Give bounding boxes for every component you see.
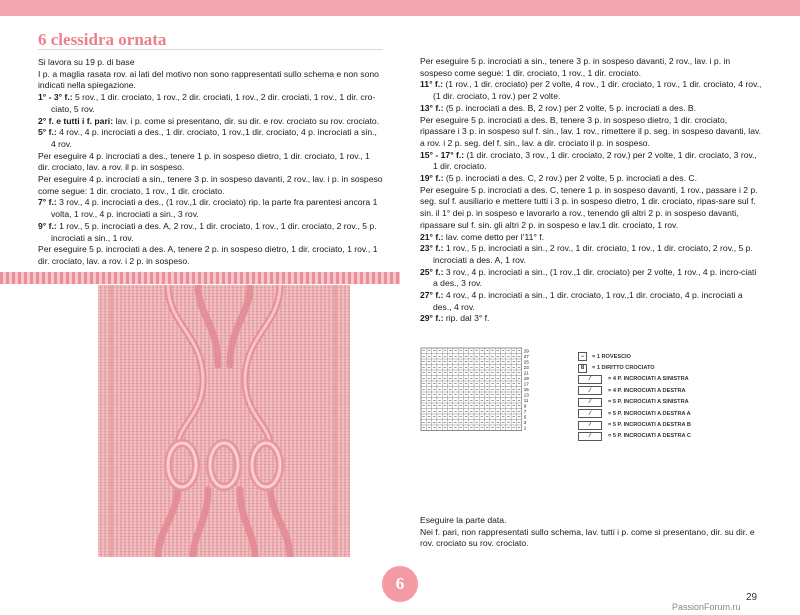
row-instruction (38, 116, 383, 128)
cable-5-right-b-symbol-icon: ⁄ (578, 421, 602, 430)
legend-item (578, 397, 768, 408)
row-label: 25° f.: (420, 266, 444, 277)
legend-item (578, 419, 768, 430)
chart-legend (578, 351, 768, 442)
photo-fringe (0, 272, 400, 284)
paragraph: Per eseguire 5 p. incrociati a sin., tenere 3 p. in sospeso davanti, 2 rov., lav. i p. in sospeso come segue: 1 dir. crociato, 1 rov., 1 dir. crociato. (420, 56, 731, 78)
row-number-label: 19 (523, 376, 529, 382)
row-number-label: 5 (523, 414, 527, 420)
row-instruction (420, 173, 762, 185)
right-column-text (420, 56, 762, 325)
section-badge: 6 (382, 566, 418, 602)
paragraph: Eseguire la parte data. (420, 515, 507, 525)
row-instruction (420, 267, 762, 290)
row-instruction (420, 290, 762, 313)
finishing-notes (420, 515, 762, 550)
row-number-label: 3 (523, 420, 527, 426)
purl-symbol-icon: − (578, 352, 587, 361)
row-label: 27° f.: (420, 290, 444, 301)
left-column-text (38, 57, 383, 268)
row-text: 3 rov., 4 p. incrociati a sin., (1 rov.,1 dir. crociato) per 2 volte, 1 rov., 4 p. incro-ciati a des., 3 rov. (433, 266, 757, 289)
legend-label: = 5 P. INCROCIATI A DESTRA C (608, 433, 691, 440)
legend-label: = 5 P. INCROCIATI A DESTRA A (608, 410, 691, 417)
page-number: 29 (746, 592, 758, 603)
row-text: 3 rov., 4 p. incrociati a des., (1 rov.,1 dir. crociato) rip. la parte fra parentesi ancora 1 volta, 1 rov., 4 p. incrociati a sin., 3 rov. (51, 197, 378, 220)
row-number-label: 23 (523, 365, 529, 371)
watermark: PassionForum.ru (672, 602, 741, 612)
row-number-label: 11 (523, 398, 529, 404)
row-instruction (38, 127, 383, 150)
row-instruction (420, 243, 762, 266)
row-text: 4 rov., 4 p. incrociati a sin., 1 dir. crociato, 1 rov.,1 dir. crociato, 4 p. incrociati a des., 4 rov. (433, 290, 743, 312)
row-number-label: 7 (523, 409, 527, 415)
row-label: 23° f.: (420, 243, 444, 254)
knit-swatch-photo (98, 285, 350, 557)
paragraph: I p. a maglia rasata rov. ai lati del motivo non sono rappresentati sullo schema e non sono indicati nella spiegazione. (38, 68, 379, 91)
paragraph: Per eseguire 5 p. incrociati a des. A, tenere 2 p. in sospeso dietro, 1 dir. crociato, 1 rov., 1 dir. crociato, lav. a rov. i 2 p. in sospeso. (38, 244, 378, 266)
legend-item (578, 385, 768, 396)
row-text: lav. i p. come si presentano, dir. su dir. e rov. crociato su rov. crociato. (113, 115, 380, 126)
knitting-chart-grid (420, 347, 540, 431)
row-text: rip. dal 3° f. (443, 313, 490, 324)
row-number-label: 1 (523, 425, 527, 431)
row-number-label: 17 (523, 381, 529, 387)
row-label: 2° f. e tutti i f. pari: (38, 115, 114, 126)
legend-label: = 1 ROVESCIO (592, 353, 632, 360)
row-text: (5 p. incrociati a des. B, 2 rov.) per 2 volte, 5 p. incrociati a des. B. (443, 102, 697, 113)
row-label: 21° f.: (420, 231, 444, 242)
paragraph: Per eseguire 5 p. incrociati a des. C, tenere 1 p. in sospeso davanti, 1 rov., passare i 2 p. seg. sul f. ausiliario e mettere tutti i 3 p. in sospeso dietro, 1 dir. crociato, ripas-sare sul f. sin. il 1° dei p. in sospeso e lavorarlo a rov., tenendo gli altri 2 p. in sospeso davanti, ripassare sul f. sin. gli altri 2 p. in sospeso e lav.1 dir. crociato, 1 rov. (420, 184, 758, 230)
legend-label: = 5 P. INCROCIATI A DESTRA B (608, 422, 691, 429)
row-text: 1 rov., 5 p. incrociati a des. A, 2 rov., 1 dir. crociato, 1 rov., 1 dir. crociato, 2 rov., 5 p. incrociati a sin., 1 rov. (51, 220, 377, 243)
page-title: 6 clessidra ornata (38, 30, 167, 49)
row-text: 4 rov., 4 p. incrociati a des., 1 dir. crociato, 1 rov.,1 dir. crociato, 4 p. incrociati a sin., 4 rov. (51, 127, 377, 149)
legend-label: = 1 DIRITTO CROCIATO (592, 365, 655, 372)
row-number-label: 29 (523, 348, 529, 354)
legend-label: = 5 P. INCROCIATI A SINISTRA (608, 399, 689, 406)
row-number-label: 27 (523, 354, 529, 360)
row-label: 9° f.: (38, 220, 57, 231)
cable-5-left-symbol-icon: ⁄ (578, 398, 602, 407)
twisted-knit-symbol-icon: 8 (578, 364, 587, 373)
top-pink-band (0, 0, 800, 16)
row-text: lav. come detto per l’11° f. (443, 231, 545, 242)
row-text: 1 rov., 5 p. incrociati a sin., 2 rov., 1 dir. crociato, 1 rov., 1 dir. crociato, 2 rov., 5 p. incrociati a des. A, 1 rov. (433, 243, 753, 265)
paragraph: Per eseguire 4 p. incrociati a des., tenere 1 p. in sospeso dietro, 1 dir. crociato, 1 rov., 1 dir. crociato, lav. a rov. il p. in sospeso. (38, 150, 370, 173)
cable-5-right-a-symbol-icon: ⁄ (578, 409, 602, 418)
cable-pattern-illustration (98, 285, 350, 557)
knitting-chart (420, 347, 540, 431)
legend-item (578, 362, 768, 373)
legend-label: = 4 P. INCROCIATI A SINISTRA (608, 376, 689, 383)
row-instruction (420, 313, 762, 325)
row-number-label: 9 (523, 403, 527, 409)
legend-label: = 4 P. INCROCIATI A DESTRA (608, 387, 686, 394)
paragraph: Nei f. pari, non rappresentati sullo schema, lav. tutti i p. come si presentano, dir. su dir. e rov. crociato su rov. crociato. (420, 526, 755, 549)
row-label: 29° f.: (420, 313, 444, 324)
legend-item (578, 374, 768, 385)
paragraph: Per eseguire 5 p. incrociati a des. B, tenere 3 p. in sospeso dietro, 1 dir. crociato, ripassare i 3 p. in sospeso sul f. sin., lav. 1 rov., rimettere il p. seg. in sospeso davanti, lav. a rov. i 2 p. seg. del f. sin., lav. a dir. crociato il p. in sospeso. (420, 114, 762, 148)
row-instruction (38, 221, 383, 244)
legend-item (578, 408, 768, 419)
title-divider (38, 49, 383, 50)
row-number-label: 21 (523, 370, 529, 376)
row-instruction (420, 150, 762, 173)
row-number-label: 15 (523, 387, 529, 393)
paragraph: Si lavora su 19 p. di base (38, 57, 135, 67)
row-instruction (420, 232, 762, 244)
row-text: (1 dir. crociato, 3 rov., 1 dir. crociato, 2 rov.) per 2 volte, 1 dir. crociato, 3 rov., 1 dir. crociato. (433, 149, 757, 172)
cable-4-right-symbol-icon: ⁄ (578, 386, 602, 395)
row-label: 11° f.: (420, 79, 444, 90)
row-label: 5° f.: (38, 127, 57, 138)
cable-5-right-c-symbol-icon: ⁄ (578, 432, 602, 441)
row-instruction (38, 92, 383, 115)
row-instruction (38, 197, 383, 220)
row-label: 19° f.: (420, 173, 444, 184)
row-label: 7° f.: (38, 197, 57, 208)
row-number-label: 13 (523, 392, 529, 398)
row-instruction (420, 103, 762, 115)
row-text: (1 rov., 1 dir. crociato) per 2 volte, 4 rov., 1 dir. crociato, 1 rov., 1 dir. crociato, 4 rov., (1 dir. crociato, 1 rov.) per 2 volte. (433, 79, 762, 102)
legend-item (578, 351, 768, 362)
row-instruction (420, 79, 762, 102)
row-text: (5 p. incrociati a des. C, 2 rov.) per 2 volte, 5 p. incrociati a des. C. (443, 173, 697, 184)
cable-4-left-symbol-icon: ⁄ (578, 375, 602, 384)
row-label: 13° f.: (420, 102, 444, 113)
row-label: 1° - 3° f.: (38, 92, 73, 103)
paragraph: Per eseguire 4 p. incrociati a sin., tenere 3 p. in sospeso davanti, 2 rov., lav. i p. in sospeso come segue: 1 dir. crociato, 1 rov., 1 dir. crociato. (38, 174, 383, 196)
row-number-label: 25 (523, 359, 529, 365)
legend-item (578, 431, 768, 442)
row-label: 15° - 17° f.: (420, 149, 465, 160)
row-text: 5 rov., 1 dir. crociato, 1 rov., 2 dir. crociati, 1 rov., 2 dir. crociati, 1 rov., 1 dir. cro-ciato, 5 rov. (51, 92, 376, 114)
